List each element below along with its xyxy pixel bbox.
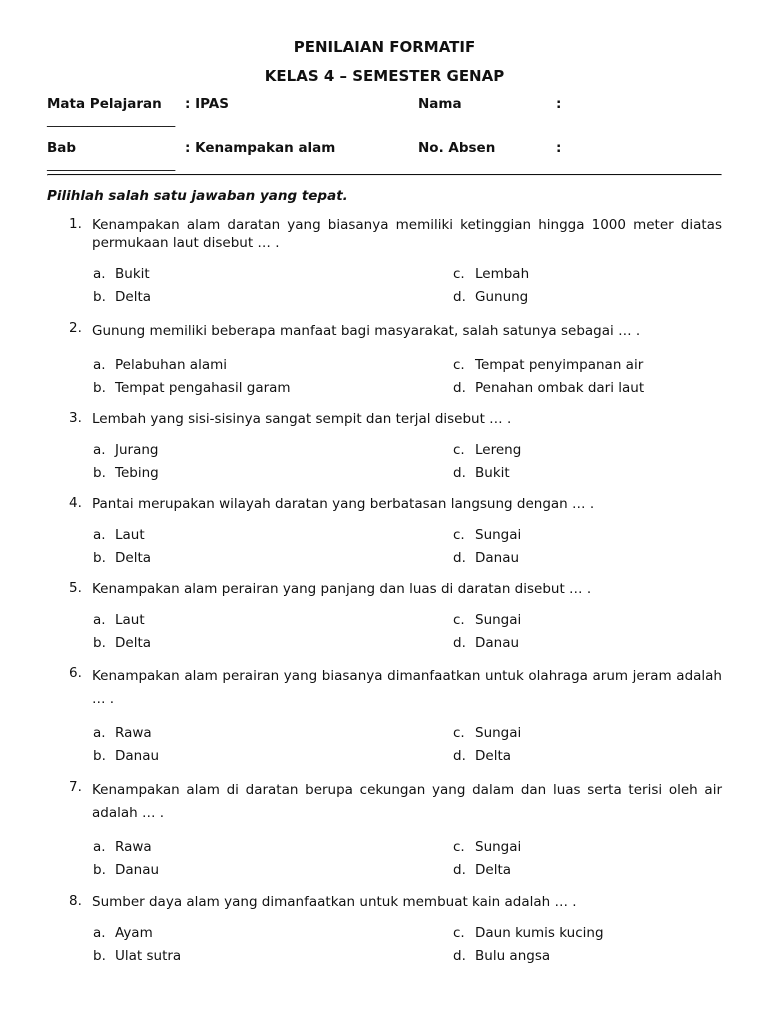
answer-options bbox=[93, 356, 722, 397]
option-letter: b. bbox=[93, 948, 106, 964]
option-letter: b. bbox=[93, 380, 106, 396]
question-item bbox=[47, 216, 722, 306]
option-text: Tempat pengahasil garam bbox=[115, 380, 291, 396]
option-letter: d. bbox=[453, 465, 466, 481]
answer-option bbox=[93, 924, 453, 942]
answer-option bbox=[93, 288, 453, 306]
meta-row-subject bbox=[47, 96, 722, 140]
option-text: Laut bbox=[115, 527, 145, 543]
option-text: Sungai bbox=[475, 839, 522, 855]
option-text: Rawa bbox=[115, 839, 152, 855]
answer-option bbox=[453, 634, 723, 652]
answer-option bbox=[453, 861, 723, 879]
option-text: Laut bbox=[115, 612, 145, 628]
answer-option bbox=[453, 549, 723, 567]
answer-option bbox=[453, 356, 723, 374]
answer-option bbox=[453, 947, 723, 965]
answer-options bbox=[93, 265, 722, 306]
question-number: 6. bbox=[69, 665, 82, 681]
option-text: Lereng bbox=[475, 442, 522, 458]
name-line: ___________________ bbox=[47, 112, 176, 128]
question-item bbox=[47, 580, 722, 652]
option-letter: d. bbox=[453, 289, 466, 305]
answer-option bbox=[93, 356, 453, 374]
question-text: Kenampakan alam di daratan berupa cekungan yang dalam dan luas serta terisi oleh air adalah … . bbox=[92, 782, 722, 821]
option-letter: b. bbox=[93, 289, 106, 305]
option-text: Tempat penyimpanan air bbox=[475, 357, 644, 373]
option-text: Bulu angsa bbox=[475, 948, 551, 964]
option-text: Danau bbox=[115, 748, 160, 764]
question-number: 7. bbox=[69, 779, 82, 795]
question-number: 5. bbox=[69, 580, 82, 596]
option-text: Delta bbox=[115, 635, 152, 651]
option-letter: b. bbox=[93, 550, 106, 566]
answer-option bbox=[453, 838, 723, 856]
answer-option bbox=[453, 924, 723, 942]
option-text: Ulat sutra bbox=[115, 948, 182, 964]
answer-option bbox=[93, 747, 453, 765]
question-number: 2. bbox=[69, 320, 82, 336]
option-text: Tebing bbox=[115, 465, 159, 481]
question-item bbox=[47, 410, 722, 482]
option-letter: b. bbox=[93, 862, 106, 878]
answer-options bbox=[93, 611, 722, 652]
option-letter: c. bbox=[453, 527, 465, 543]
option-letter: a. bbox=[93, 527, 106, 543]
option-text: Delta bbox=[475, 748, 512, 764]
question-text: Kenampakan alam perairan yang panjang dan luas di daratan disebut … . bbox=[92, 581, 592, 597]
answer-option bbox=[453, 526, 723, 544]
meta-row-chapter bbox=[47, 140, 722, 184]
question-item bbox=[47, 893, 722, 965]
option-letter: d. bbox=[453, 635, 466, 651]
question-text: Kenampakan alam perairan yang biasanya dimanfaatkan untuk olahraga arum jeram adalah … . bbox=[92, 668, 722, 707]
option-letter: d. bbox=[453, 948, 466, 964]
option-text: Penahan ombak dari laut bbox=[475, 380, 645, 396]
question-list bbox=[47, 216, 722, 965]
option-text: Sungai bbox=[475, 527, 522, 543]
option-letter: b. bbox=[93, 635, 106, 651]
option-letter: c. bbox=[453, 925, 465, 941]
option-letter: c. bbox=[453, 839, 465, 855]
option-letter: d. bbox=[453, 550, 466, 566]
answer-options bbox=[93, 924, 722, 965]
option-text: Delta bbox=[115, 289, 152, 305]
absen-colon: : bbox=[556, 140, 562, 156]
option-letter: c. bbox=[453, 266, 465, 282]
question-number: 1. bbox=[69, 216, 82, 232]
question-item bbox=[47, 495, 722, 567]
answer-options bbox=[93, 724, 722, 765]
option-text: Rawa bbox=[115, 725, 152, 741]
answer-option bbox=[453, 724, 723, 742]
answer-option bbox=[93, 526, 453, 544]
option-text: Bukit bbox=[115, 266, 150, 282]
question-number: 3. bbox=[69, 410, 82, 426]
name-label: Nama bbox=[418, 96, 462, 112]
option-letter: a. bbox=[93, 725, 106, 741]
option-letter: a. bbox=[93, 839, 106, 855]
option-text: Jurang bbox=[115, 442, 159, 458]
option-letter: c. bbox=[453, 357, 465, 373]
instruction: Pilihlah salah satu jawaban yang tepat. bbox=[47, 188, 348, 204]
option-letter: a. bbox=[93, 357, 106, 373]
answer-option bbox=[93, 724, 453, 742]
answer-option bbox=[453, 265, 723, 283]
question-item bbox=[47, 665, 722, 765]
answer-option bbox=[93, 861, 453, 879]
answer-options bbox=[93, 441, 722, 482]
question-text: Lembah yang sisi-sisinya sangat sempit dan terjal disebut … . bbox=[92, 411, 512, 427]
answer-option bbox=[453, 441, 723, 459]
option-letter: a. bbox=[93, 925, 106, 941]
answer-option bbox=[93, 379, 453, 397]
page-subtitle: KELAS 4 – SEMESTER GENAP bbox=[264, 67, 505, 85]
question-text: Sumber daya alam yang dimanfaatkan untuk membuat kain adalah … . bbox=[92, 894, 577, 910]
question-text: Gunung memiliki beberapa manfaat bagi masyarakat, salah satunya sebagai … . bbox=[92, 323, 641, 339]
option-text: Gunung bbox=[475, 289, 529, 305]
answer-option bbox=[453, 747, 723, 765]
question-item bbox=[47, 779, 722, 879]
worksheet-page bbox=[47, 38, 722, 965]
answer-option bbox=[93, 441, 453, 459]
answer-option bbox=[453, 464, 723, 482]
answer-option bbox=[93, 464, 453, 482]
answer-option bbox=[93, 838, 453, 856]
option-text: Sungai bbox=[475, 612, 522, 628]
answer-option bbox=[93, 634, 453, 652]
chapter-label: Bab bbox=[47, 140, 77, 156]
question-text: Pantai merupakan wilayah daratan yang berbatasan langsung dengan … . bbox=[92, 496, 595, 512]
option-letter: d. bbox=[453, 862, 466, 878]
answer-option bbox=[453, 611, 723, 629]
name-colon: : bbox=[556, 96, 562, 112]
question-item bbox=[47, 320, 722, 397]
option-letter: d. bbox=[453, 380, 466, 396]
absen-line: ___________________ bbox=[47, 156, 176, 172]
option-letter: a. bbox=[93, 442, 106, 458]
option-letter: c. bbox=[453, 442, 465, 458]
answer-option bbox=[93, 947, 453, 965]
option-text: Danau bbox=[115, 862, 160, 878]
option-text: Danau bbox=[475, 550, 520, 566]
option-text: Lembah bbox=[475, 266, 530, 282]
option-text: Daun kumis kucing bbox=[475, 925, 604, 941]
option-letter: c. bbox=[453, 725, 465, 741]
answer-options bbox=[93, 526, 722, 567]
option-letter: b. bbox=[93, 748, 106, 764]
option-text: Pelabuhan alami bbox=[115, 357, 227, 373]
chapter-value: : Kenampakan alam bbox=[185, 140, 336, 156]
absen-label: No. Absen bbox=[418, 140, 496, 156]
option-text: Delta bbox=[115, 550, 152, 566]
answer-option bbox=[453, 379, 723, 397]
option-text: Sungai bbox=[475, 725, 522, 741]
option-text: Delta bbox=[475, 862, 512, 878]
subject-label: Mata Pelajaran bbox=[47, 96, 162, 112]
option-letter: c. bbox=[453, 612, 465, 628]
answer-option bbox=[93, 611, 453, 629]
answer-option bbox=[93, 549, 453, 567]
answer-options bbox=[93, 838, 722, 879]
option-letter: d. bbox=[453, 748, 466, 764]
option-letter: a. bbox=[93, 266, 106, 282]
question-number: 4. bbox=[69, 495, 82, 511]
page-title: PENILAIAN FORMATIF bbox=[293, 38, 476, 56]
option-letter: a. bbox=[93, 612, 106, 628]
subject-value: : IPAS bbox=[185, 96, 229, 112]
question-text: Kenampakan alam daratan yang biasanya memiliki ketinggian hingga 1000 meter diatas permukaan laut disebut … . bbox=[92, 217, 722, 251]
option-text: Ayam bbox=[115, 925, 153, 941]
answer-option bbox=[93, 265, 453, 283]
option-letter: b. bbox=[93, 465, 106, 481]
option-text: Bukit bbox=[475, 465, 510, 481]
question-number: 8. bbox=[69, 893, 82, 909]
option-text: Danau bbox=[475, 635, 520, 651]
answer-option bbox=[453, 288, 723, 306]
